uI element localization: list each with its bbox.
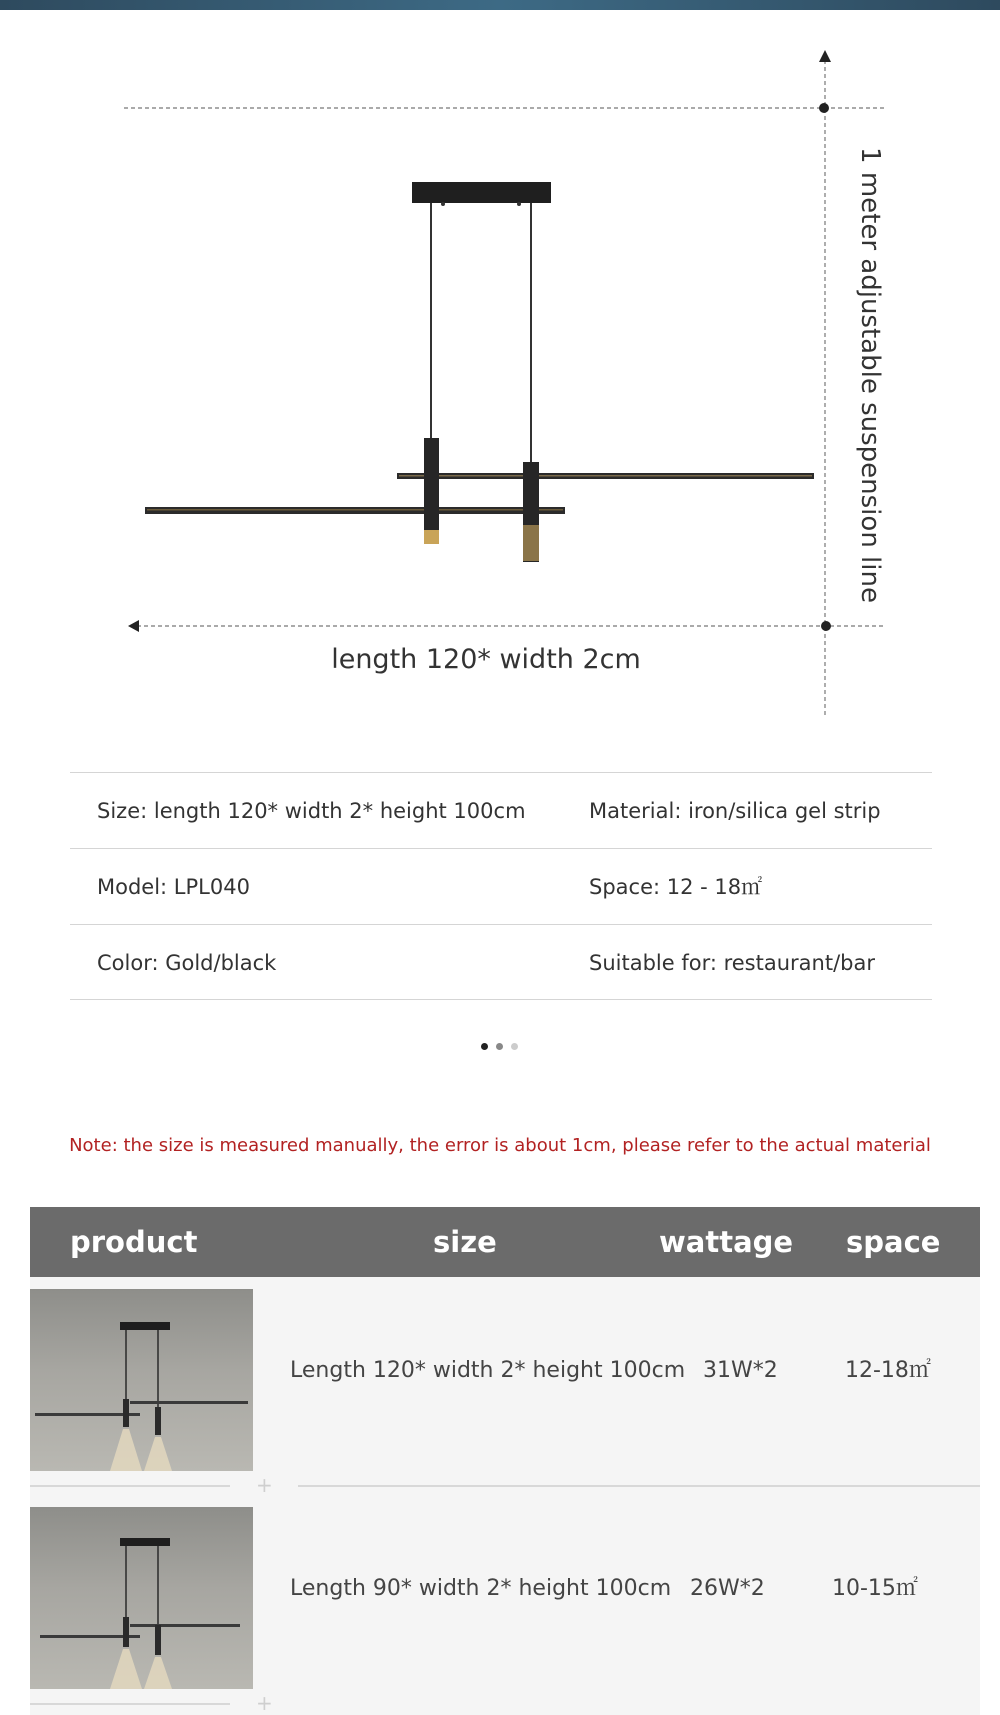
spec-suitable: Suitable for: restaurant/bar (589, 951, 875, 975)
top-accent-bar (0, 0, 1000, 10)
product-thumbnail (30, 1289, 253, 1471)
spec-size: Size: length 120* width 2* height 100cm (97, 799, 526, 823)
bottom-dot-icon (821, 621, 831, 631)
spec-row (70, 924, 932, 1000)
row-size: Length 120* width 2* height 100cm (290, 1358, 686, 1383)
lamp-drawing (0, 10, 1000, 730)
pagination-dot-2[interactable] (496, 1043, 503, 1050)
length-dimension-label: length 120* width 2cm (331, 644, 641, 675)
header-wattage: wattage (659, 1225, 794, 1259)
header-size: size (433, 1225, 497, 1259)
spec-material: Material: iron/silica gel strip (589, 799, 881, 823)
canopy (412, 182, 551, 203)
row-space: 12-18㎡ (845, 1358, 931, 1383)
row-space: 10-15㎡ (832, 1576, 918, 1601)
dimension-diagram (0, 10, 1000, 730)
pagination-dot-1[interactable] (481, 1043, 488, 1050)
table-row (30, 1507, 980, 1715)
spec-color: Color: Gold/black (97, 951, 277, 975)
spec-model: Model: LPL040 (97, 875, 250, 899)
header-product: product (70, 1225, 198, 1259)
row-divider (30, 1703, 230, 1705)
table-row (30, 1289, 980, 1507)
row-divider (30, 1485, 230, 1487)
product-table-header (30, 1207, 980, 1277)
plus-icon: + (256, 1473, 273, 1497)
top-dot-icon (819, 103, 829, 113)
product-table (30, 1207, 980, 1715)
spec-row (70, 772, 932, 848)
spec-space: Space: 12 - 18㎡ (589, 875, 763, 899)
row-wattage: 31W*2 (703, 1358, 778, 1383)
left-arrow-icon (128, 620, 139, 632)
header-space: space (846, 1225, 941, 1259)
row-size: Length 90* width 2* height 100cm (290, 1576, 672, 1601)
carousel-pagination (478, 1043, 526, 1053)
spec-row (70, 848, 932, 924)
spot-left (424, 438, 439, 530)
pagination-dot-3[interactable] (511, 1043, 518, 1050)
up-arrow-icon (819, 50, 831, 62)
row-divider (298, 1485, 980, 1487)
plus-icon: + (256, 1691, 273, 1715)
measurement-note: Note: the size is measured manually, the error is about 1cm, please refer to the actual material (69, 1135, 931, 1156)
row-wattage: 26W*2 (690, 1576, 765, 1601)
spec-table (70, 772, 932, 1000)
suspension-dimension-label: 1 meter adjustable suspension line (855, 147, 885, 603)
spot-left-glow (424, 530, 439, 544)
product-thumbnail (30, 1507, 253, 1689)
